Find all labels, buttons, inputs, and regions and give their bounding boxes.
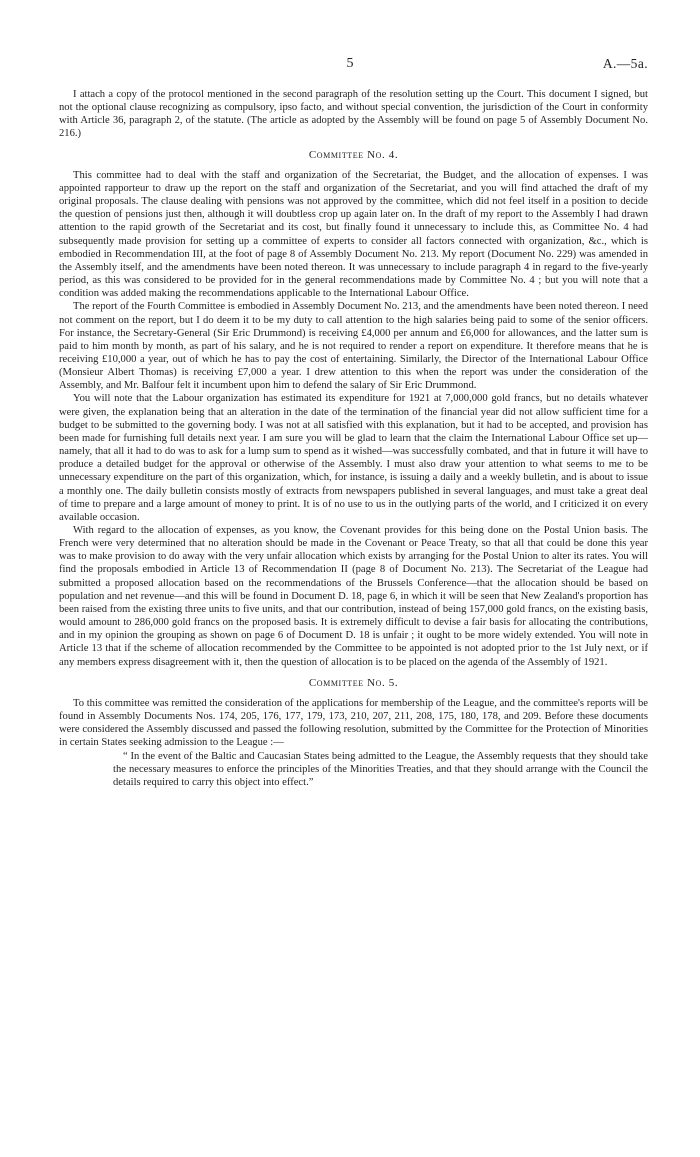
heading-committee-5: Committee No. 5.	[308, 676, 399, 689]
document-body	[59, 88, 648, 789]
paragraph-protocol: I attach a copy of the protocol mentioned in the second paragraph of the resolution setting up the Court. This document I signed, but not the optional clause recognizing as compulsory, ipso facto, and without special convention, the jurisdiction of the Court in conformity with Article 36, paragraph 2, of the statute. (The article as adopted by the Assembly will be found on page 5 of Assembly Document No. 216.)	[59, 89, 648, 140]
paragraph-labour-organization: You will note that the Labour organization has estimated its expenditure for 1921 at 7,000,000 gold francs, but no details whatever were given, the explanation being that an alteration in the date of the termination of the financial year did not allow sufficient time for a budget to be submitted to the governing body. I was not at all satisfied with this explanation, but it had to be accepted, and provision has been made for furnishing full details next year. I am sure you will be glad to learn that the claim the International Labour Office set up—namely, that all it had to do was to ask for a lump sum to spend as it wished—was successfully combated, and that in future it will have to produce a detailed budget for the approval or otherwise of the Assembly. I must also draw your attention to what seems to me to be unnecessary expenditure on the part of this organization, which, for instance, is issuing a daily and a weekly bulletin, and is about to issue a monthly one. The daily bulletin consists mostly of extracts from newspapers published in several languages, and must take a great deal of time to prepare and a large amount of money to print. It is of no use to us in the outlying parts of the world, and I criticized it on every available occasion.	[59, 393, 648, 523]
page-number: 5	[346, 56, 354, 71]
paragraph-committee-5-intro: To this committee was remitted the consideration of the applications for membership of the League, and the committee's reports will be found in Assembly Documents Nos. 174, 205, 176, 177, 179, 173, 210, 207, 211, 208, 175, 180, 178, and 209. Before these documents were considered the Assembly discussed and passed the following resolution, submitted by the Committee for the Protection of Minorities in certain States seeking admission to the League :—	[59, 697, 648, 749]
paragraph-allocation-expenses: With regard to the allocation of expenses, as you know, the Covenant provides for this being done on the Postal Union basis. The French were very determined that no alteration should be made in the Covenant or Peace Treaty, so that all that could be done this year was to make provision to do away with the very unfair allocation which exists by arranging for the Postal Union to alter its rates. You will find the proposals embodied in Article 13 of Recommendation II (page 8 of Document No. 213). The Secretariat of the League had submitted a proposed allocation based on the recommendations of the Brussels Conference—that the allocation should be based on population and net revenue—and this will be found in Document D. 18, page 6, in which it will be seen that New Zealand's proportion has been raised from the existing three units to five units, and that our contribution, instead of being 157,000 gold francs, on the existing basis, would amount to 286,000 gold francs on the proposed basis. It is extremely difficult to devise a fair basis for allocating the contributions, and in my opinion the grouping as shown on page 6 of Document D. 18 is unfair ; it ought to be more widely extended. You will note in Article 13 that if the scheme of allocation recommended by the Committee to be appointed is not adopted prior to the 1st July next, or if any members express disagreement with it, then the question of allocation is to be placed on the agenda of the Assembly of 1921.	[59, 525, 648, 668]
document-reference: A.—5a.	[602, 56, 648, 71]
paragraph-committee-4-intro: This committee had to deal with the staff and organization of the Secretariat, the Budget, and the allocation of expenses. I was appointed rapporteur to draw up the report on the staff and organization of the Secretariat, and you will find attached the draft of my original proposals. The clause dealing with pensions was not approved by the committee, which did not feel itself in a position to decide the question of pensions just then, although it will doubtless crop up again later on. In the draft of my report to the Assembly I had drawn attention to the rapid growth of the Secretariat and its cost, but finally found it unnecessary to include this, as Committee No. 4 had subsequently made provision for setting up a committee of experts to consider all factors connected with organization, &c., which is embodied in Recommendation III, at the foot of page 8 of Assembly Document No. 213. My report (Document No. 229) was amended in the Assembly itself, and the amendments have been noted thereon. It was unnecessary to include paragraph 4 in regard to the five-yearly period, as this was considered to be provided for in the general recommendations made by Committee No. 4 ; but you will note that a condition was added making the recommendations applicable to the International Labour Office.	[59, 169, 648, 300]
heading-committee-4: Committee No. 4.	[308, 148, 399, 161]
paragraph-fourth-committee-report: The report of the Fourth Committee is embodied in Assembly Document No. 213, and the amendments have been noted thereon. I need not comment on the report, but I do deem it to be my duty to call attention to the high salaries being paid to some of the senior officers. For instance, the Secretary-General (Sir Eric Drummond) is receiving £4,000 per annum and £6,000 for allowances, and the latter sum is paid to him month by month, as part of his salary, and he is not required to render a report on expenditure. It therefore means that he is receiving £10,000 a year, out of which he has to pay the cost of entertaining. Similarly, the Director of the International Labour Office (Monsieur Albert Thomas) is receiving £7,000 a year. I drew attention to this when the report was under the consideration of the Assembly, and Mr. Balfour felt it incumbent upon him to defend the salary of Sir Eric Drummond.	[59, 301, 648, 392]
quoted-resolution: “ In the event of the Baltic and Caucasian States being admitted to the League, the Assembly requests that they should take the necessary measures to enforce the principles of the Minorities Treaties, and that they should arrange with the Council the details required to carry this object into effect.”	[113, 750, 648, 788]
